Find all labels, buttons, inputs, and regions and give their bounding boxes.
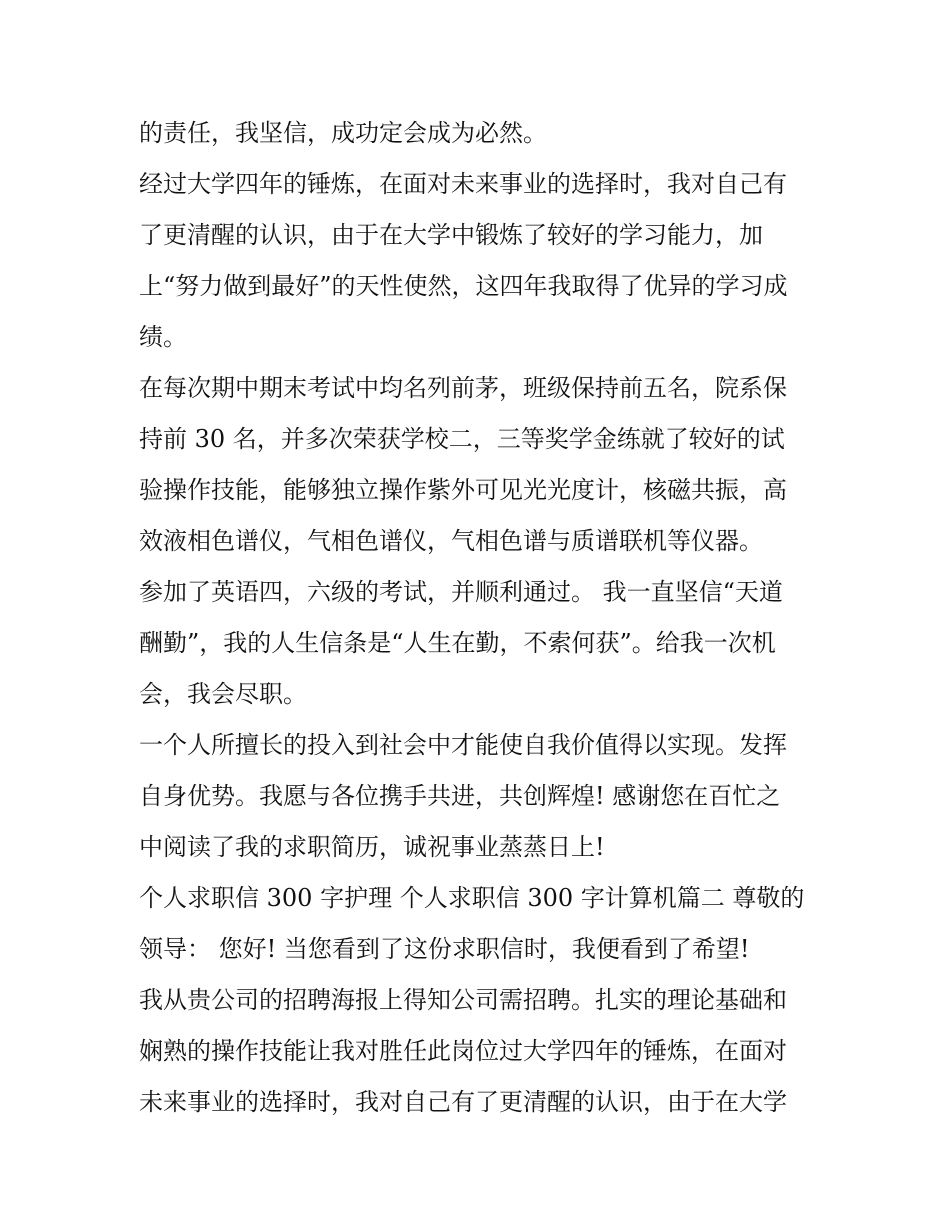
text-line: 经过大学四年的锤炼，在面对未来事业的选择时，我对自己有 [139,170,787,198]
text-line: 上“努力做到最好”的天性使然，这四年我取得了优异的学习成 [139,272,788,300]
text-line: 的责任，我坚信，成功定会成为必然。 [139,119,547,147]
text-line: 娴熟的操作技能让我对胜任此岗位过大学四年的锤炼，在面对 [139,1037,787,1065]
text-line: 领导： 您好! 当您看到了这份求职信时，我便看到了希望! [139,935,750,963]
text-line: 一个人所擅长的投入到社会中才能使自我价值得以实现。发挥 [139,731,787,759]
body-text [139,108,819,1128]
text-line: 参加了英语四，六级的考试，并顺利通过。 我一直坚信“天道 [139,578,783,606]
text-line: 个人求职信 300 字护理 个人求职信 300 字计算机篇二 尊敬的 [139,884,805,912]
text-line: 了更清醒的认识，由于在大学中锻炼了较好的学习能力，加 [139,221,763,249]
text-line: 持前 30 名，并多次荣获学校二，三等奖学金练就了较好的试 [139,425,785,453]
text-line: 在每次期中期末考试中均名列前茅，班级保持前五名，院系保 [139,374,787,402]
text-line: 中阅读了我的求职简历，诚祝事业蒸蒸日上! [139,833,605,861]
text-line: 效液相色谱仪，气相色谱仪，气相色谱与质谱联机等仪器。 [139,527,763,555]
text-line: 验操作技能，能够独立操作紫外可见光光度计，核磁共振，高 [139,476,787,504]
text-line: 绩。 [139,323,187,351]
text-line: 自身优势。我愿与各位携手共进，共创辉煌! 感谢您在百忙之 [139,782,781,810]
text-line: 会，我会尽职。 [139,680,307,708]
text-line: 未来事业的选择时，我对自己有了更清醒的认识，由于在大学 [139,1088,787,1116]
text-line: 酬勤”，我的人生信条是“人生在勤，不索何获”。给我一次机 [139,629,776,657]
text-line: 我从贵公司的招聘海报上得知公司需招聘。扎实的理论基础和 [139,986,787,1014]
